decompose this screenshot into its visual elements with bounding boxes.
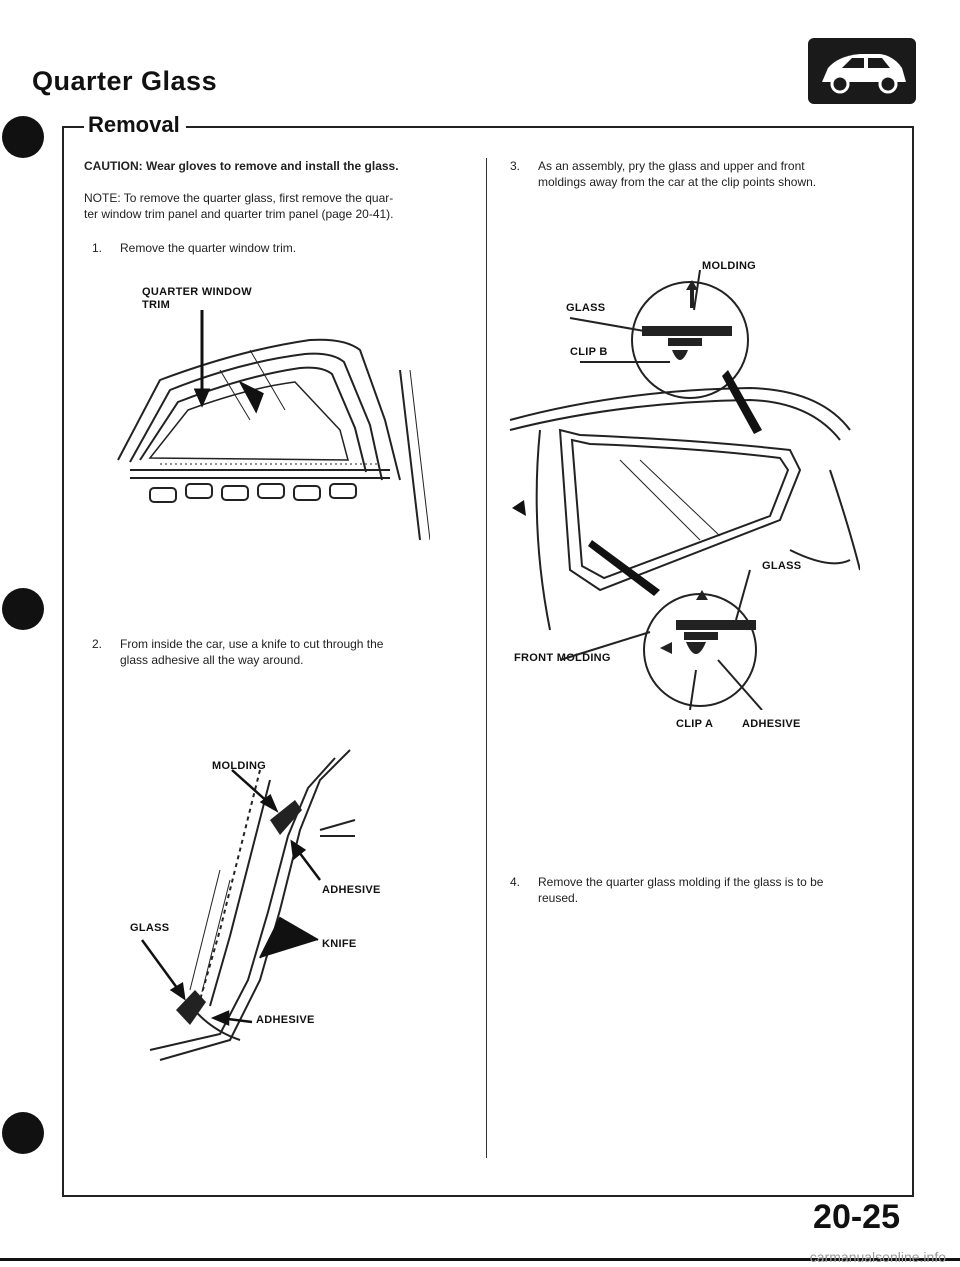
note-line: NOTE: To remove the quarter glass, first remove the quar- xyxy=(84,191,394,205)
frame-border xyxy=(62,126,64,1196)
section-title: Removal xyxy=(84,112,186,138)
caution-text: Wear gloves to remove and install the glass. xyxy=(146,159,399,173)
step-text: moldings away from the car at the clip points shown. xyxy=(538,175,817,189)
step-text: Remove the quarter window trim. xyxy=(120,241,297,255)
note-line: ter window trim panel and quarter trim panel (page 20-41). xyxy=(84,207,394,221)
figure-label: KNIFE xyxy=(322,938,357,950)
frame-border xyxy=(62,1195,914,1197)
figure-label: CLIP B xyxy=(570,346,608,358)
figure-label: MOLDING xyxy=(212,760,267,772)
step-number: 4. xyxy=(510,875,521,889)
figure-label: QUARTER WINDOW xyxy=(142,286,252,298)
binder-hole xyxy=(2,588,44,630)
figure-label: ADHESIVE xyxy=(322,884,381,896)
binder-hole xyxy=(2,1112,44,1154)
step-number: 2. xyxy=(92,637,103,651)
figure-label: GLASS xyxy=(762,560,802,572)
clip-points-illustration xyxy=(500,270,860,710)
figure-label: FRONT MOLDING xyxy=(514,652,611,664)
watermark: carmanualsonline.info xyxy=(809,1249,946,1265)
step-text: As an assembly, pry the glass and upper and front xyxy=(538,159,805,173)
step-number: 3. xyxy=(510,159,521,173)
step-text: Remove the quarter glass molding if the glass is to be xyxy=(538,875,824,889)
step-text: glass adhesive all the way around. xyxy=(120,653,304,667)
knife-cutting-illustration xyxy=(120,740,360,1070)
figure-label: MOLDING xyxy=(702,260,757,272)
car-icon xyxy=(808,38,916,104)
frame-border xyxy=(62,126,914,128)
page-number: 20-25 xyxy=(813,1198,900,1236)
figure-label: GLASS xyxy=(566,302,606,314)
step-number: 1. xyxy=(92,241,103,255)
figure-label: GLASS xyxy=(130,922,170,934)
step-text: From inside the car, use a knife to cut through the xyxy=(120,637,384,651)
quarter-window-trim-illustration xyxy=(100,310,430,560)
figure-label: TRIM xyxy=(142,299,171,311)
figure-label: ADHESIVE xyxy=(256,1014,315,1026)
binder-hole xyxy=(2,116,44,158)
column-divider xyxy=(486,158,487,1158)
caution-label: CAUTION: xyxy=(84,159,143,173)
caution-note xyxy=(84,158,399,174)
figure-label: CLIP A xyxy=(676,718,714,730)
step-text: reused. xyxy=(538,891,579,905)
page-title: Quarter Glass xyxy=(32,66,218,96)
frame-border xyxy=(912,126,914,1196)
figure-label: ADHESIVE xyxy=(742,718,801,730)
